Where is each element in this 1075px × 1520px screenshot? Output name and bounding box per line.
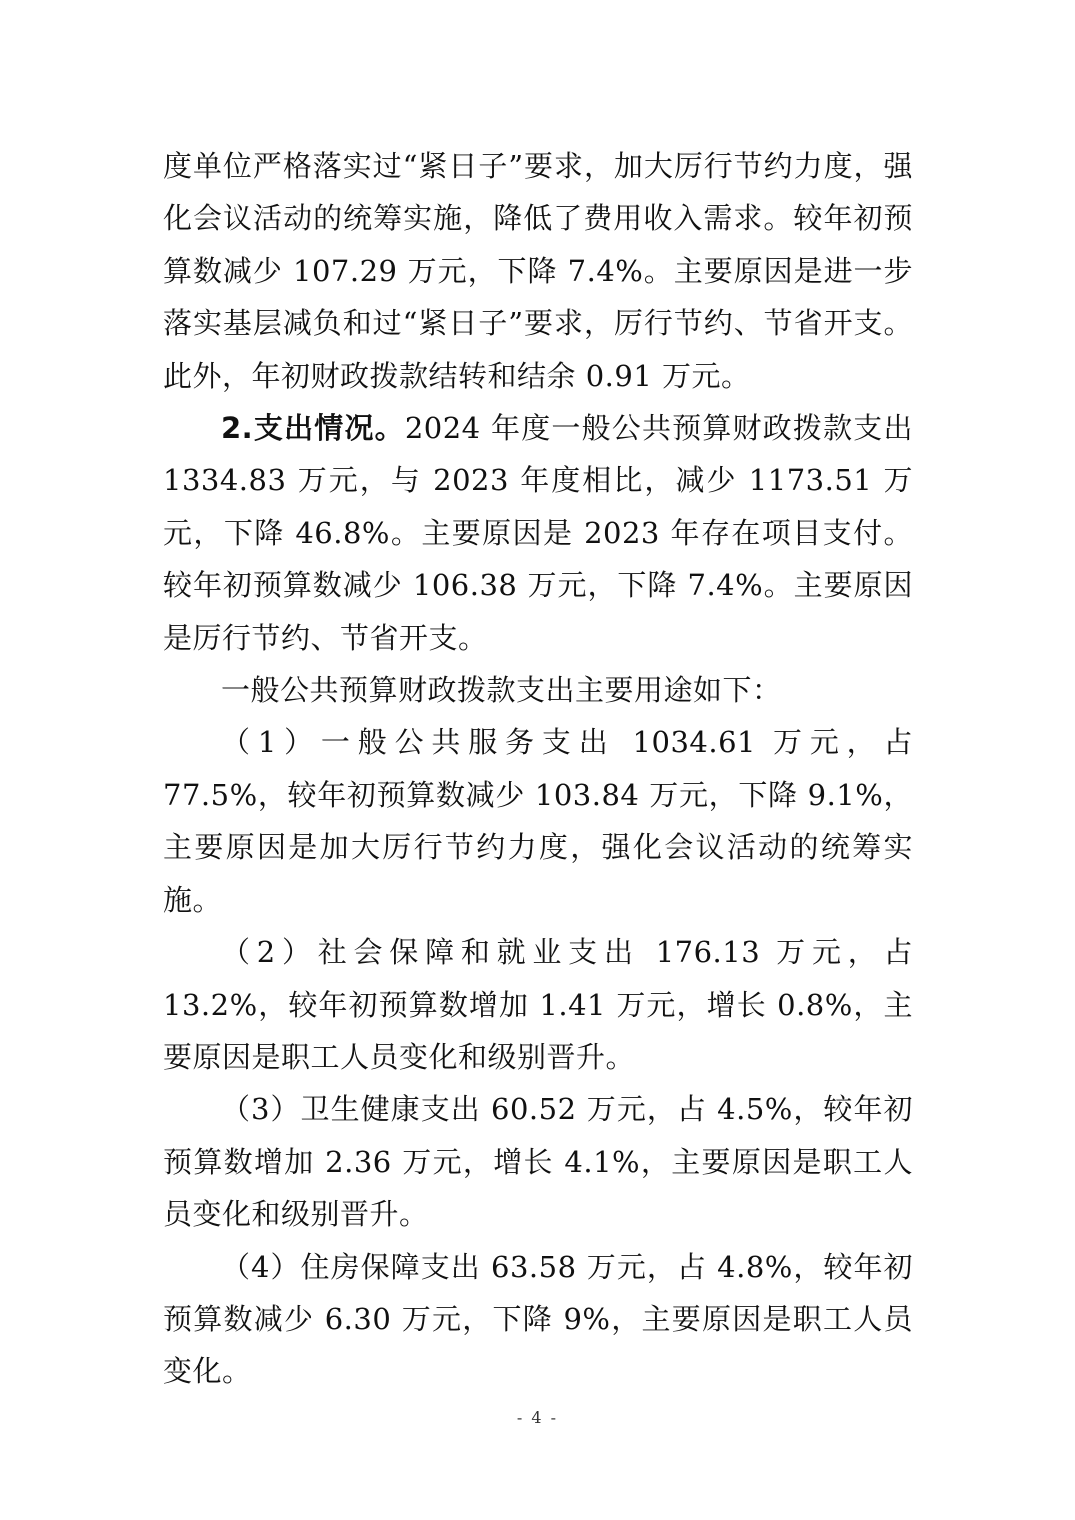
paragraph-expenditure-overview (163, 402, 913, 664)
paragraph-text: （2）社会保障和就业支出 176.13 万元，占 13.2%，较年初预算数增加 1.41 万元，增长 0.8%，主要原因是职工人员变化和级别晋升。 (163, 935, 913, 1074)
paragraph-text: 度单位严格落实过“紧日子”要求，加大厉行节约力度，强化会议活动的统筹实施，降低了费用收入需求。较年初预算数减少 107.29 万元，下降 7.4%。主要原因是进一步落实基层减负和过“紧日子”要求，厉行节约、节省开支。此外，年初财政拨款结转和结余 0.91 万元。 (163, 149, 913, 393)
paragraph-continued-revenue (163, 140, 913, 402)
paragraph-text: （3）卫生健康支出 60.52 万元，占 4.5%，较年初预算数增加 2.36 万元，增长 4.1%，主要原因是职工人员变化和级别晋升。 (163, 1092, 913, 1232)
paragraph-item-3 (163, 1083, 913, 1240)
paragraph-item-1 (163, 716, 913, 926)
paragraph-text: 一般公共预算财政拨款支出主要用途如下： (221, 673, 782, 708)
paragraph-item-2 (163, 926, 913, 1083)
document-body (163, 140, 913, 1398)
section-heading: 2.支出情况。 (221, 411, 405, 446)
page-number: - 4 - (516, 1408, 559, 1427)
paragraph-text: 2024 年度一般公共预算财政拨款支出 1334.83 万元，与 2023 年度相比，减少 1173.51 万元，下降 46.8%。主要原因是 2023 年存在项目支付。较年初预算数减少 106.38 万元，下降 7.4%。主要原因是厉行节约、节省开支。 (163, 411, 913, 655)
paragraph-text: （1）一般公共服务支出 1034.61 万元，占 77.5%，较年初预算数减少 103.84 万元，下降 9.1%，主要原因是加大厉行节约力度，强化会议活动的统筹实施。 (163, 725, 913, 917)
paragraph-main-uses-intro (163, 664, 913, 716)
paragraph-text: （4）住房保障支出 63.58 万元，占 4.8%，较年初预算数减少 6.30 万元，下降 9%，主要原因是职工人员变化。 (163, 1249, 913, 1389)
paragraph-item-4 (163, 1241, 913, 1398)
